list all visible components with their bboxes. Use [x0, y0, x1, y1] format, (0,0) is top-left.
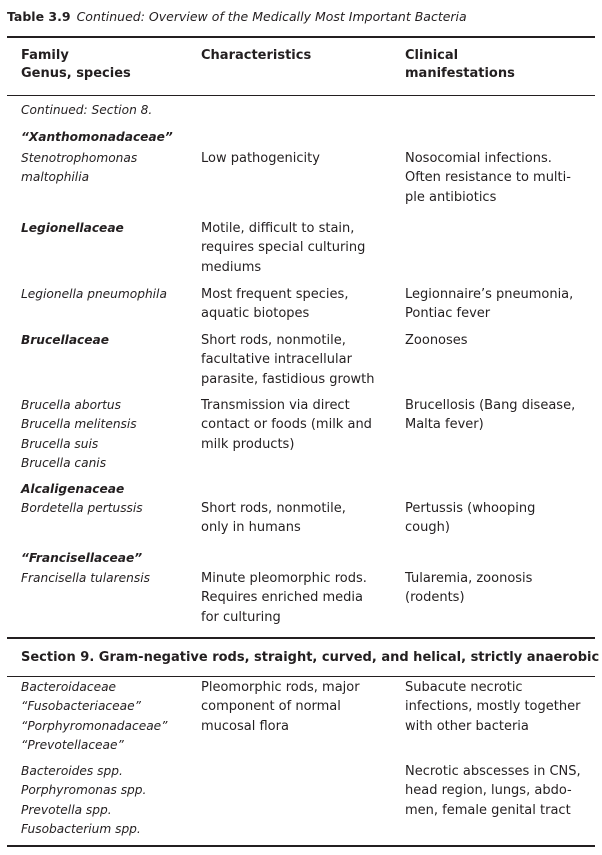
cell-line: Most frequent species, [201, 287, 349, 302]
characteristics-cell [201, 331, 397, 389]
cell-line: mediums [201, 259, 262, 275]
cell-line: “Xanthomonadaceae” [21, 130, 173, 144]
cell-line: Legionellaceae [21, 221, 124, 235]
cell-line: Stenotrophomonas [21, 151, 138, 165]
cell-line: parasite, fastidious growth [201, 371, 375, 387]
cell-line: Tularemia, zoonosis [405, 571, 533, 586]
clinical-cell [405, 149, 595, 207]
cell-line: Brucellaceae [21, 333, 110, 347]
cell-line: Short rods, nonmotile, [201, 333, 346, 348]
taxon-cell [21, 149, 193, 188]
taxon-cell [21, 549, 193, 568]
clinical-cell [405, 285, 595, 324]
cell-line: Low pathogenicity [201, 151, 320, 166]
cell-line: Brucella suis [21, 436, 99, 451]
cell-line: Alcaligenaceae [21, 482, 125, 496]
cell-line: Requires enriched media [201, 590, 363, 606]
cell-line: Bacteroides spp. [21, 764, 123, 778]
taxon-cell [21, 396, 193, 473]
clinical-cell [405, 678, 595, 736]
cell-line: Malta fever) [405, 417, 484, 433]
table-caption [7, 7, 595, 27]
cell-line: Legionnaire’s pneumonia, [405, 287, 574, 302]
taxon-cell [21, 499, 193, 518]
clinical-cell [405, 331, 595, 350]
cell-line: contact or foods (milk and [201, 417, 372, 433]
cell-line: requires special culturing [201, 240, 366, 256]
characteristics-cell [201, 219, 397, 277]
cell-line: with other bacteria [405, 718, 529, 734]
clinical-cell [405, 762, 595, 820]
cell-line: facultative intracellular [201, 352, 352, 368]
cell-line: Bordetella pertussis [21, 501, 143, 515]
cell-line: “Prevotellaceae” [21, 737, 124, 752]
cell-line: Nosocomial infections. [405, 151, 552, 166]
cell-line: mucosal flora [201, 718, 289, 734]
header-rule [7, 95, 595, 96]
taxon-cell [21, 219, 193, 238]
characteristics-cell [201, 396, 397, 454]
header-col2-line: Characteristics [201, 48, 312, 63]
continued-note: Continued: Section 8. [21, 103, 153, 117]
cell-line: Subacute necrotic [405, 680, 523, 695]
characteristics-cell [201, 149, 397, 168]
cell-line: men, female genital tract [405, 802, 571, 818]
cell-line: “Porphyromonadaceae” [21, 718, 168, 733]
characteristics-cell [201, 678, 397, 736]
section9-title: Section 9. Gram-negative rods, straight, curved, and helical, strictly anaerobic [21, 650, 600, 665]
cell-line: ple antibiotics [405, 189, 497, 205]
characteristics-cell [201, 569, 397, 627]
cell-line: Porphyromonas spp. [21, 783, 147, 798]
header-col3-line: Clinical [405, 48, 459, 63]
section-rule [7, 637, 595, 639]
header-col3-line: manifestations [405, 66, 515, 81]
cell-line: component of normal [201, 699, 341, 715]
cell-line: Transmission via direct [201, 398, 350, 413]
characteristics-cell [201, 285, 397, 324]
characteristics-cell [201, 499, 397, 538]
cell-line: Brucellosis (Bang disease, [405, 398, 576, 413]
cell-line: Short rods, nonmotile, [201, 501, 346, 516]
header-clinical [405, 47, 515, 83]
header-family-genus [21, 47, 131, 83]
taxon-cell [21, 678, 193, 755]
cell-line: Minute pleomorphic rods. [201, 571, 367, 586]
bottom-rule [7, 845, 595, 847]
cell-line: Zoonoses [405, 333, 468, 348]
cell-line: Pertussis (whooping [405, 501, 536, 516]
section9-rule [7, 676, 595, 677]
cell-line: Brucella melitensis [21, 417, 137, 432]
table-title: Continued: Overview of the Medically Most Important Bacteria [76, 9, 467, 24]
cell-line: “Francisellaceae” [21, 551, 143, 565]
cell-line: Bacteroidaceae [21, 680, 117, 694]
cell-line: Necrotic abscesses in CNS, [405, 764, 581, 779]
cell-line: cough) [405, 520, 450, 536]
cell-line: aquatic biotopes [201, 306, 310, 322]
cell-line: Legionella pneumophila [21, 287, 167, 301]
taxon-cell [21, 128, 193, 147]
clinical-cell [405, 499, 595, 538]
header-col1-line: Genus, species [21, 66, 131, 81]
cell-line: maltophilia [21, 170, 90, 185]
taxon-cell [21, 331, 193, 350]
cell-line: Prevotella spp. [21, 802, 112, 817]
taxon-cell [21, 569, 193, 588]
taxon-cell [21, 762, 193, 839]
cell-line: Often resistance to multi- [405, 170, 571, 186]
cell-line: (rodents) [405, 590, 465, 606]
cell-line: milk products) [201, 436, 295, 452]
header-characteristics [201, 47, 311, 65]
header-col1-line: Family [21, 48, 69, 63]
cell-line: Fusobacterium spp. [21, 821, 141, 836]
cell-line: Brucella canis [21, 455, 107, 470]
cell-line: only in humans [201, 520, 301, 536]
cell-line: Francisella tularensis [21, 571, 150, 585]
taxon-cell [21, 285, 193, 304]
cell-line: Brucella abortus [21, 398, 121, 412]
top-rule [7, 36, 595, 38]
cell-line: for culturing [201, 609, 281, 625]
cell-line: Motile, difficult to stain, [201, 221, 355, 236]
cell-line: infections, mostly together [405, 699, 581, 715]
cell-line: Pleomorphic rods, major [201, 680, 360, 695]
cell-line: Pontiac fever [405, 306, 491, 322]
taxon-cell [21, 480, 193, 499]
clinical-cell [405, 396, 595, 435]
table-number: Table 3.9 [7, 9, 71, 24]
cell-line: “Fusobacteriaceae” [21, 699, 141, 714]
cell-line: head region, lungs, abdo- [405, 783, 572, 799]
clinical-cell [405, 569, 595, 608]
